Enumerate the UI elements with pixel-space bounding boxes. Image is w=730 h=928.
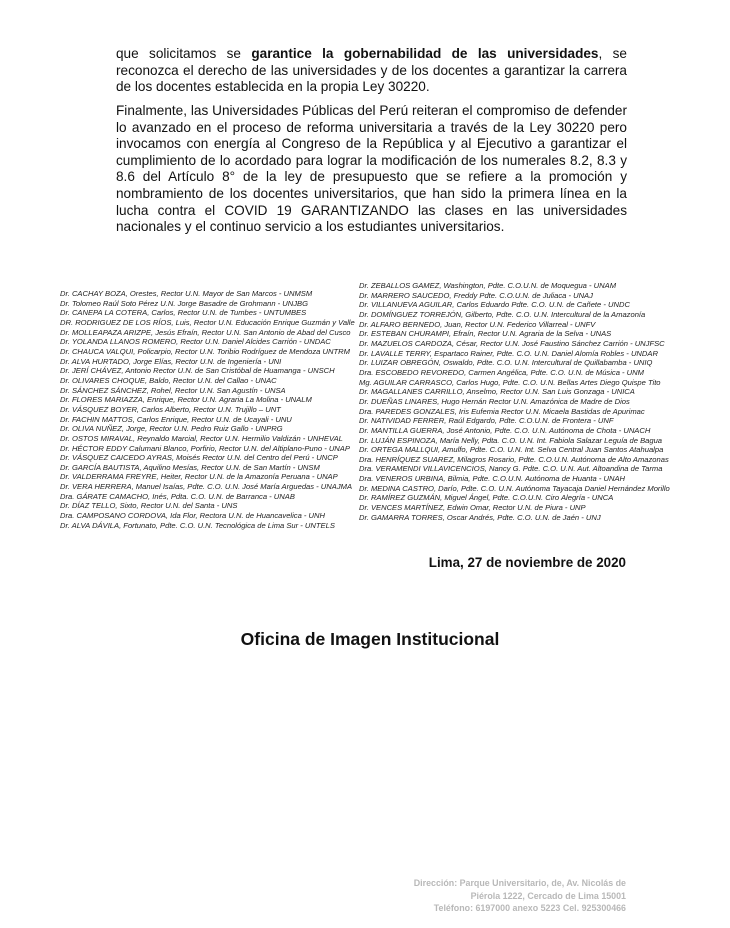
signatory-entry: Dr. OLIVARES CHOQUE, Baldo, Rector U.N. del Callao - UNAC	[60, 375, 277, 385]
signatory-entry: Dr. FLORES MARIAZZA, Enrique, Rector U.N. Agraria La Molina - UNALM	[60, 395, 312, 405]
signatory-entry: Dr. DÍAZ TELLO, Sixto, Rector U.N. del Santa - UNS	[60, 501, 238, 511]
signatory-entry: Dra. CAMPOSANO CORDOVA, Ida Flor, Rectora U.N. de Huancavelica - UNH	[60, 511, 326, 521]
signatory-entry: Dr. MAZUELOS CARDOZA, César, Rector U.N. José Faustino Sánchez Carrión - UNJFSC	[359, 338, 665, 348]
signatory-entry: Dr. CANEPA LA COTERA, Carlos, Rector U.N. de Tumbes - UNTUMBES	[60, 308, 307, 318]
signatory-entry: Dr. VILLANUEVA AGUILAR, Carlos Eduardo Pdte. C.O. U.N. de Cañete - UNDC	[359, 300, 630, 310]
signatory-entry: Dr. VENCES MARTÍNEZ, Edwin Omar, Rector U.N. de Piura - UNP	[359, 503, 586, 513]
signatory-entry: Dra. VENEROS URBINA, Bilmia, Pdte. C.O.U.N. Autónoma de Huanta - UNAH	[359, 474, 626, 484]
signatory-entry: Dr. Tolomeo Raúl Soto Pérez U.N. Jorge Basadre de Grohmann - UNJBG	[60, 298, 309, 308]
signatory-entry: Mg. AGUILAR CARRASCO, Carlos Hugo, Pdte. C.O. U.N. Bellas Artes Diego Quispe Tito	[359, 377, 661, 387]
signatory-entry: Dr. ALVA DÁVILA, Fortunato, Pdte. C.O. U.N. Tecnológica de Lima Sur - UNTELS	[60, 520, 335, 530]
signatory-entry: Dr. GAMARRA TORRES, Oscar Andrés, Pdte. C.O. U.N. de Jaén - UNJ	[359, 512, 601, 522]
signatory-entry: Dr. VÁSQUEZ CAICEDO AYRAS, Moisés Rector U.N. del Centro del Perú - UNCP	[60, 453, 338, 463]
signatory-entry: Dr. HÉCTOR EDDY Calumani Blanco, Porfirio, Rector U.N. del Altiplano-Puno - UNAP	[60, 443, 350, 453]
signatory-entry: Dr. FACHIN MATTOS, Carlos Enrique, Rector U.N. de Ucayali - UNU	[60, 414, 292, 424]
signatory-entry: Dr. ZEBALLOS GAMEZ, Washington, Pdte. C.O.U.N. de Moquegua - UNAM	[359, 281, 617, 290]
signatory-entry: DR. RODRIGUEZ DE LOS RÍOS, Luis, Rector U.N. Educación Enrique Guzmán y Valle	[60, 317, 355, 327]
signatory-entry: Dr. LAVALLE TERRY, Espartaco Rainer, Pdte. C.O. U.N. Daniel Alomía Robles - UNDAR	[359, 348, 658, 358]
office-title: Oficina de Imagen Institucional	[240, 629, 500, 649]
signatory-entry: Dr. CACHAY BOZA, Orestes, Rector U.N. Mayor de San Marcos - UNMSM	[60, 289, 313, 298]
signatory-entry: Dra. PAREDES GONZALES, Iris Eufemia Rector U.N. Micaela Bastidas de Apurimac	[359, 406, 645, 416]
footer-contact	[414, 877, 626, 915]
signatories-left-list	[60, 289, 355, 530]
signatory-entry: Dr. ORTEGA MALLQUI, Amulfo, Pdte. C.O. U.N. Int. Selva Central Juan Santos Atahualpa	[359, 445, 664, 455]
signatory-entry: Dr. OLIVA NUÑEZ, Jorge, Rector U.N. Pedro Ruiz Gallo - UNPRG	[60, 424, 283, 434]
signatory-entry: Dr. CHAUCA VALQUI, Policarpio, Rector U.N. Toribio Rodríguez de Mendoza UNTRM	[60, 346, 350, 356]
signatory-entry: Dr. MOLLEAPAZA ARIZPE, Jesús Efraín, Rector U.N. San Antonio de Abad del Cusco	[60, 327, 351, 337]
signatories-right-list	[359, 281, 670, 522]
body-paragraph-1-emphasis: garantice la gobernabilidad de las universidades	[251, 46, 599, 61]
signatory-entry: Dra. VERAMENDI VILLAVICENCIOS, Nancy G. Pdte. C.O. U.N. Aut. Altoandina de Tarma	[359, 464, 663, 474]
date-line: Lima, 27 de noviembre de 2020	[428, 555, 626, 570]
signatory-entry: Dra. GÁRATE CAMACHO, Inés, Pdta. C.O. U.N. de Barranca - UNAB	[60, 491, 295, 501]
body-paragraph-1-end: , se reconozca el derecho de las universidades y de los docentes a garantizar la carrera de los docentes establecida en la propia Ley 30220.	[116, 46, 627, 95]
footer-phone-line: Teléfono: 6197000 anexo 5223 Cel. 925300466	[433, 903, 626, 914]
signatory-entry: Dr. VÁSQUEZ BOYER, Carlos Alberto, Rector U.N. Trujillo – UNT	[60, 404, 281, 414]
signatory-entry: Dr. GARCÍA BAUTISTA, Aquilino Mesías, Rector U.N. de San Martín - UNSM	[60, 462, 320, 472]
signatory-entry: Dr. DUEÑAS LINARES, Hugo Hernán Rector U.N. Amazónica de Madre de Dios	[359, 396, 630, 406]
body-paragraph-1	[116, 46, 627, 96]
footer-address-line: Dirección: Parque Universitario, de, Av. Nicolás de	[413, 878, 626, 888]
signatory-entry: Dr. VALDERRAMA FREYRE, Heiter, Rector U.N. de la Amazonía Peruana - UNAP	[60, 472, 338, 482]
signatory-entry: Dr. DOMÍNGUEZ TORREJÓN, Gilberto, Pdte. C.O. U.N. Intercultural de la Amazonía	[359, 309, 646, 319]
body-paragraph-2: Finalmente, las Universidades Públicas del Perú reiteran el compromiso de defender lo avanzado en el proceso de reforma universitaria a través de la Ley 30220 pero invocamos con energía al Congreso de la República y al Ejecutivo a garantizar el cumplimiento de lo acordado para lograr la modificación de los numerales 8.2, 8.3 y 8.6 del Artículo 8° de la ley de presupuesto que se refiere a la promoción y nombramiento de los docentes universitarios, que han sido la primera línea en la lucha contra el COVID 19 GARANTIZANDO las clases en las universidades nacionales y el continuo servicio a los estudiantes universitarios.	[116, 103, 627, 235]
signatory-entry: Dr. MAGALLANES CARRILLO, Anselmo, Rector U.N. San Luis Gonzaga - UNICA	[359, 387, 635, 397]
signatory-entry: Dra. HENRÍQUEZ SUAREZ, Milagros Rosario, Pdte. C.O.U.N. Autónoma de Alto Amazonas	[359, 454, 669, 464]
signatory-entry: Dr. RAMÍREZ GUZMÁN, Miguel Ángel, Pdte. C.O.U.N. Ciro Alegría - UNCA	[359, 493, 614, 503]
signatory-entry: Dr. YOLANDA LLANOS ROMERO, Rector U.N. Daniel Alcides Carrión - UNDAC	[60, 337, 331, 347]
signatory-entry: Dr. VERA HERRERA, Manuel Isaías, Pdte. C.O. U.N. José María Arguedas - UNAJMA	[60, 482, 353, 492]
signatory-entry: Dr. MANTILLA GUERRA, José Antonio, Pdte. C.O. U.N. Autónoma de Chota - UNACH	[359, 425, 651, 435]
signatory-entry: Dr. ALFARO BERNEDO, Juan, Rector U.N. Federico Villarreal - UNFV	[359, 319, 596, 329]
signatory-entry: Dr. NATIVIDAD FERRER, Raúl Edgardo, Pdte. C.O.U.N. de Frontera - UNF	[359, 416, 614, 426]
signatory-entry: Dr. ESTEBAN CHURAMPI, Efraín, Rector U.N. Agraria de la Selva - UNAS	[359, 329, 612, 339]
signatory-entry: Dr. OSTOS MIRAVAL, Reynaldo Marcial, Rector U.N. Hermilio Valdizán - UNHEVAL	[60, 433, 343, 443]
signatory-entry: Dr. MEDINA CASTRO, Darío, Pdte. C.O. U.N. Autónoma Tayacaja Daniel Hernández Morillo	[359, 483, 670, 493]
signatory-entry: Dr. JERÍ CHÁVEZ, Antonio Rector U.N. de San Cristóbal de Huamanga - UNSCH	[60, 366, 335, 376]
signatory-entry: Dr. ALVA HURTADO, Jorge Elías, Rector U.N. de Ingeniería - UNI	[60, 356, 282, 366]
signatory-entry: Dr. LUIZAR OBREGÓN, Oswaldo, Pdte. C.O. U.N. Intercultural de Quillabamba - UNIQ	[359, 358, 653, 368]
signatory-entry: Dra. ESCOBEDO REVOREDO, Carmen Angélica, Pdte. C.O. U.N. de Música - UNM	[359, 367, 644, 377]
signatory-entry: Dr. MARRERO SAUCEDO, Freddy Pdte. C.O.U.N. de Juliaca - UNAJ	[359, 290, 593, 300]
signatory-entry: Dr. SÁNCHEZ SÁNCHEZ, Rohel, Rector U.N. San Agustín - UNSA	[60, 385, 286, 395]
footer-address-line: Piérola 1222, Cercado de Lima 15001	[470, 890, 626, 901]
body-paragraph-1-start: que solicitamos se	[116, 46, 252, 61]
signatory-entry: Dr. LUJÁN ESPINOZA, María Nelly, Pdta. C.O. U.N. Int. Fabiola Salazar Leguía de Bagua	[359, 435, 663, 445]
